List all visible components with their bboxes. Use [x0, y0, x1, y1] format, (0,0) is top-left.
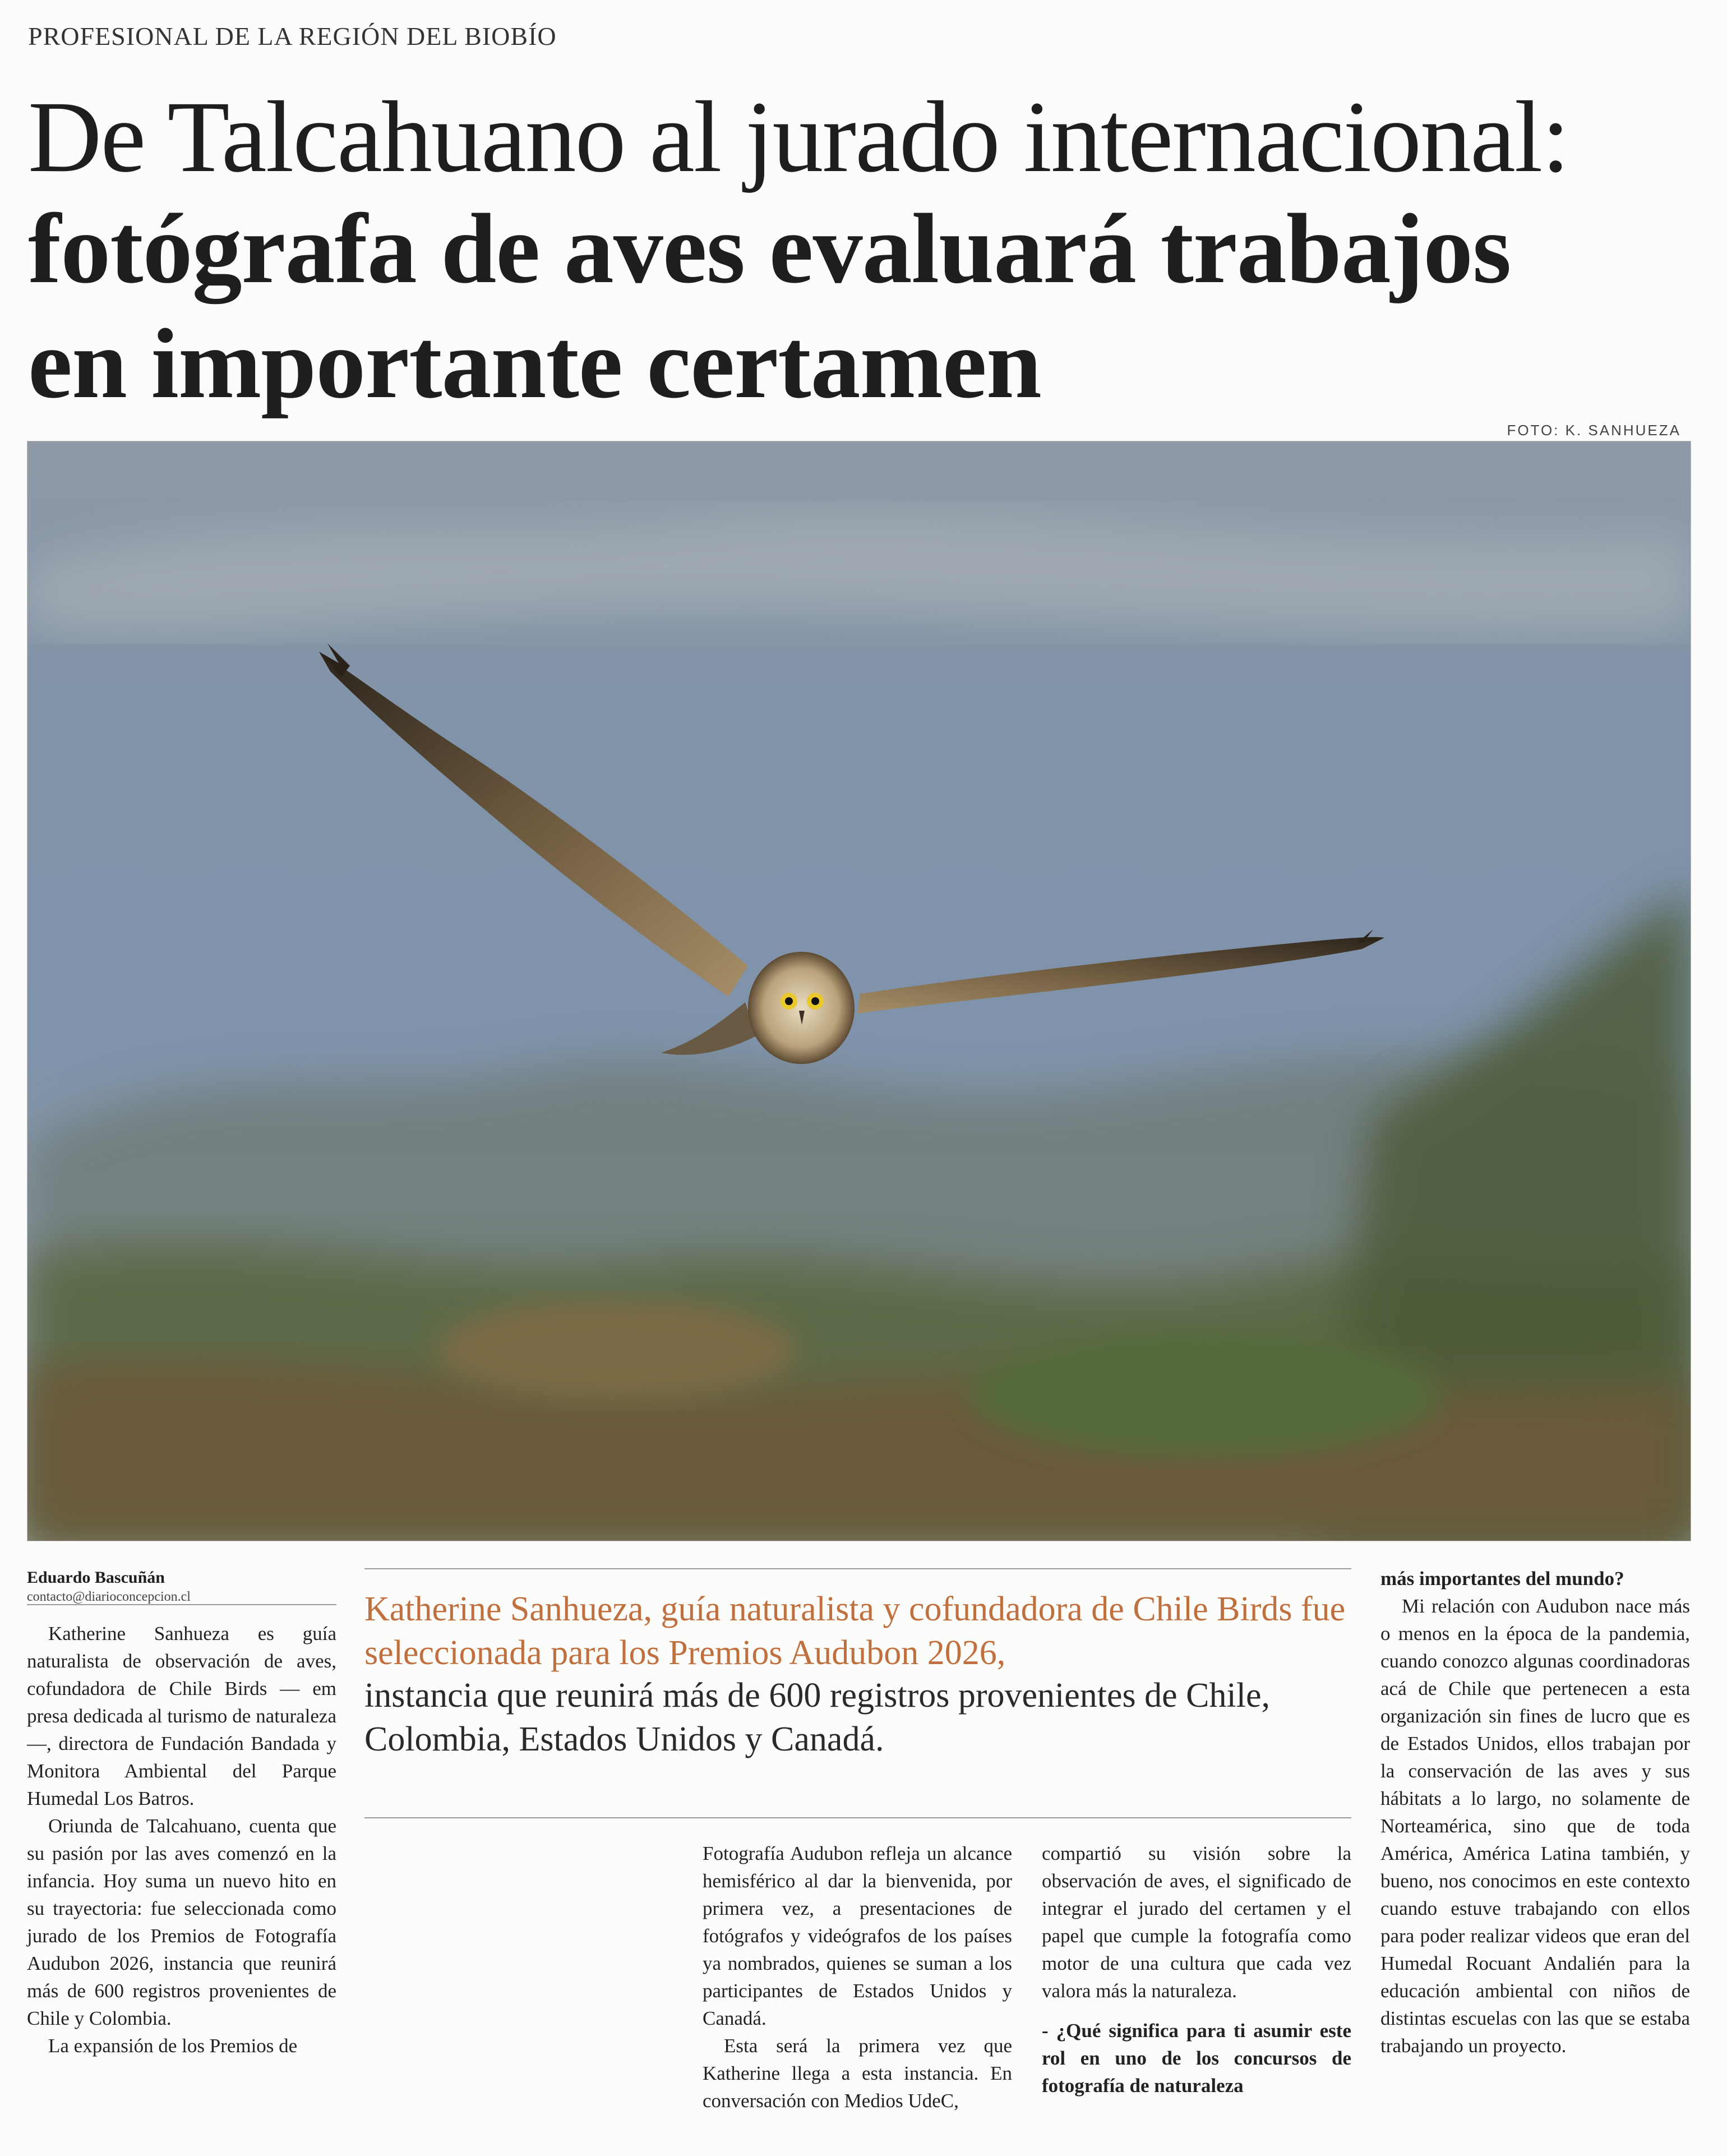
- interview-question: - ¿Qué significa para ti asumir este rol en uno de los concursos de fotografía de naturaleza: [1042, 2020, 1351, 2097]
- headline-line-3: en importante certamen: [28, 308, 1041, 419]
- body-column-4: [1380, 1565, 1690, 2060]
- paragraph: Fotografía Audubon refleja un alcance hemisférico al dar la bienvenida, por primera vez, a presentaciones de fotógrafos y videógrafos de los países ya nombrados, quienes se suman a los participantes de Estados Unidos y Canadá.: [703, 1842, 1012, 2029]
- paragraph: Oriunda de Talcahuano, cuenta que su pasión por las aves comenzó en la infancia. Hoy suma un nuevo hito en su trayectoria: fue seleccionada como jurado de los Premios de Fotografía Audubon 2026, instancia que reunirá más de 600 registros provenientes de Chile y Colombia.: [27, 1815, 336, 2029]
- paragraph: compartió su visión sobre la observación de aves, el significado de integrar el jurado del certamen y el papel que cumple la fotografía como motor de una cultura que cada vez valora más la naturaleza.: [1042, 1842, 1351, 2002]
- section-label: PROFESIONAL DE LA REGIÓN DEL BIOBÍO: [28, 22, 557, 50]
- owl-in-flight-image: [27, 441, 1691, 1541]
- paragraph: Esta será la primera vez que Katherine llega a esta instancia. En conversación con Medios UdeC,: [703, 2035, 1012, 2112]
- paragraph: Mi relación con Audubon nace más o menos en la época de la pandemia, cuando conozco algunas coordinadoras acá de Chile que pertenecen a esta organización sin fines de lucro que es de Estados Unidos, ellos trabajan por la conservación de las aves y sus hábitats a lo largo, no solamente de Norteamérica, sino que de toda América, América Latina también, y bueno, nos conocimos en este contexto cuando estuve trabajando con ellos para poder realizar videos que eran del Humedal Rocuant Andalién para la educación ambiental con niños de distintas escuelas con las que se estaba trabajando un proyecto.: [1380, 1595, 1690, 2057]
- lead-top-divider: [364, 1568, 1351, 1569]
- headline-line-2: fotógrafa de aves evaluará trabajos: [28, 193, 1511, 304]
- paragraph: Katherine Sanhueza es guía naturalista de observación de aves, cofundadora de Chile Birds — em presa dedicada al turismo de naturaleza—, directora de Fundación Bandada y Monitora Ambiental del Parque Humedal Los Batros.: [27, 1623, 336, 1809]
- paragraph: La expansión de los Premios de: [48, 2035, 298, 2057]
- lead-bottom-divider: [364, 1817, 1351, 1818]
- body-column-2: [703, 1840, 1012, 2114]
- photo-credit: FOTO: K. SANHUEZA: [1507, 422, 1681, 439]
- author-email: contacto@diarioconcepcion.cl: [27, 1590, 191, 1604]
- headline-line-1: De Talcahuano al jurado internacional:: [28, 81, 1569, 194]
- byline: [27, 1568, 335, 1605]
- lead-text: instancia que reunirá más de 600 registros provenientes de Chile, Colombia, Estados Unidos y Canadá.: [364, 1676, 1270, 1758]
- body-column-1: [27, 1620, 336, 2060]
- author-name: Eduardo Bascuñán: [27, 1568, 165, 1587]
- byline-divider: [27, 1604, 336, 1605]
- body-column-3: [1042, 1840, 1351, 2099]
- lead-highlight: Katherine Sanhueza, guía naturalista y cofundadora de Chile Birds fue seleccionada para los Premios Audubon 2026,: [364, 1590, 1346, 1672]
- interview-question-end: más importantes del mundo?: [1380, 1568, 1624, 1590]
